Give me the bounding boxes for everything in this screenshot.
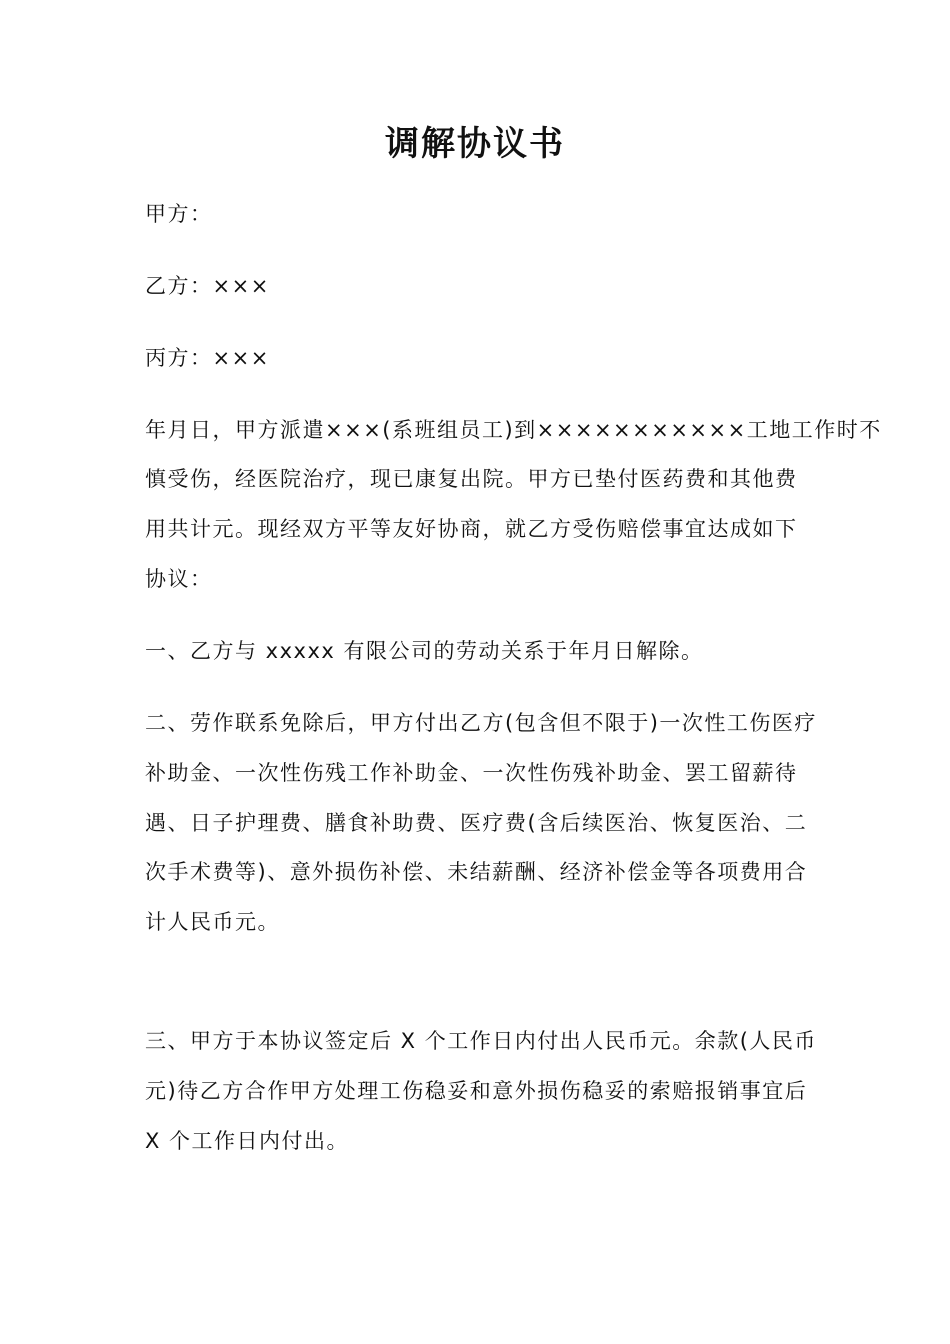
- clause-2-line-5: 计人民币元。: [145, 910, 280, 934]
- intro-line-4: 协议：: [145, 567, 213, 591]
- clause-2-line-2: 补助金、一次性伤残工作补助金、一次性伤残补助金、罢工留薪待: [145, 761, 798, 785]
- intro-line-1: 年月日，甲方派遣×××(系班组员工)到×××××××××××工地工作时不: [145, 418, 882, 442]
- clause-3-line-1: 三、甲方于本协议签定后 X 个工作日内付出人民币元。余款(人民币: [145, 1029, 817, 1053]
- party-c-line: 丙方：×××: [145, 346, 270, 370]
- party-a-line: 甲方：: [145, 202, 213, 226]
- clause-2-line-3: 遇、日子护理费、膳食补助费、医疗费(含后续医治、恢复医治、二: [145, 811, 808, 835]
- clause-2-line-1: 二、劳作联系免除后，甲方付出乙方(包含但不限于)一次性工伤医疗: [145, 711, 817, 735]
- document-title: 调解协议书: [385, 124, 565, 164]
- intro-line-2: 慎受伤，经医院治疗，现已康复出院。甲方已垫付医药费和其他费: [145, 467, 798, 491]
- intro-line-3: 用共计元。现经双方平等友好协商，就乙方受伤赔偿事宜达成如下: [145, 517, 798, 541]
- clause-3-line-3: X 个工作日内付出。: [145, 1129, 350, 1153]
- clause-2-line-4: 次手术费等)、意外损伤补偿、未结薪酬、经济补偿金等各项费用合: [145, 860, 808, 884]
- clause-3-line-2: 元)待乙方合作甲方处理工伤稳妥和意外损伤稳妥的索赔报销事宜后: [145, 1079, 808, 1103]
- clause-1-line-1: 一、乙方与 xxxxx 有限公司的劳动关系于年月日解除。: [145, 639, 704, 663]
- party-b-line: 乙方：×××: [145, 274, 270, 298]
